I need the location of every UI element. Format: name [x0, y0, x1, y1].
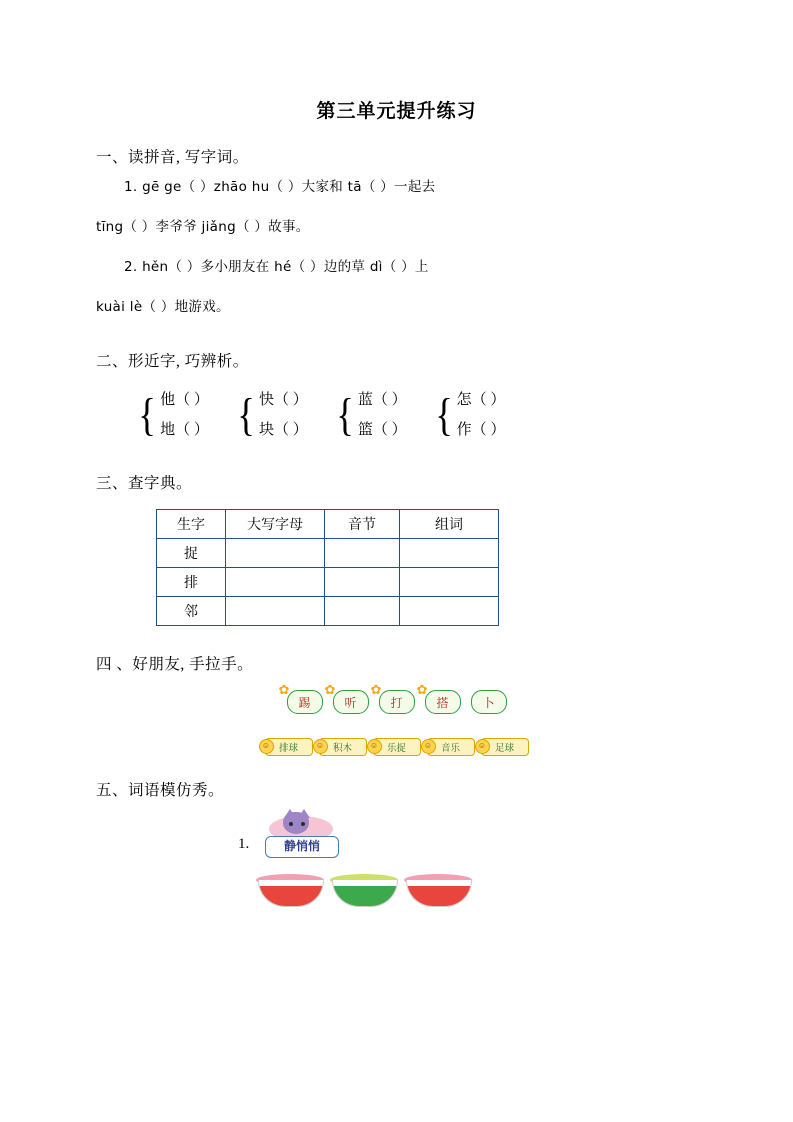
- table-row: [157, 539, 499, 568]
- object-token-label: 积木: [332, 744, 352, 754]
- object-token-label: 排球: [278, 744, 298, 754]
- bowl-body: [406, 880, 472, 907]
- table-cell-word[interactable]: [400, 597, 499, 626]
- table-cell-letter[interactable]: [226, 539, 325, 568]
- object-token[interactable]: [477, 738, 529, 756]
- bowl-fill: [333, 886, 397, 906]
- brace-item-top: 快（ ）: [258, 392, 308, 408]
- object-token[interactable]: [315, 738, 367, 756]
- verb-token-label: 听: [344, 695, 357, 710]
- answer-bowl[interactable]: [330, 872, 398, 908]
- brace-item-top: 他（ ）: [160, 392, 209, 408]
- star-icon: ✿: [324, 682, 336, 697]
- brace-item-bottom: 篮（ ）: [357, 422, 407, 438]
- cat-badge: [261, 816, 345, 860]
- table-header-cell: 音节: [325, 510, 400, 539]
- section-heading-4: 四 、好朋友, 手拉手。: [96, 656, 254, 673]
- smiley-icon: ☺: [421, 739, 436, 754]
- table-cell-letter[interactable]: [226, 568, 325, 597]
- brace-group-1: [136, 385, 209, 445]
- bowl-fill: [259, 886, 323, 906]
- brace-item-top: 蓝（ ）: [357, 392, 407, 408]
- cat-eye-left-icon: [289, 822, 293, 826]
- verb-token-label: 卜: [482, 695, 495, 710]
- smiley-icon: ☺: [367, 739, 382, 754]
- table-cell-character: 邻: [157, 597, 226, 626]
- question-1-line-3: 2. hěn（ ）多小朋友在 hé（ ）边的草 dì（ ）上: [124, 259, 429, 275]
- star-icon: ✿: [416, 682, 428, 697]
- answer-bowls: [256, 872, 472, 908]
- brace-icon: {: [138, 389, 156, 440]
- bowl-fill: [407, 886, 471, 906]
- table-cell-syllable[interactable]: [325, 568, 400, 597]
- section-heading-5: 五、词语模仿秀。: [96, 782, 225, 799]
- object-token-label: 足球: [494, 744, 514, 754]
- object-token-label: 音乐: [440, 744, 460, 754]
- smiley-icon: ☺: [475, 739, 490, 754]
- table-cell-word[interactable]: [400, 539, 499, 568]
- question-1-line-4: kuài lè（ ）地游戏。: [96, 299, 230, 315]
- smiley-icon: ☺: [313, 739, 328, 754]
- brace-item-bottom: 地（ ）: [160, 422, 209, 438]
- near-character-groups: [96, 385, 697, 445]
- table-cell-syllable[interactable]: [325, 539, 400, 568]
- table-cell-letter[interactable]: [226, 597, 325, 626]
- brace-item-bottom: 块（ ）: [258, 422, 308, 438]
- verb-token-label: 踢: [298, 695, 311, 710]
- object-token[interactable]: [261, 738, 313, 756]
- section-heading-2: 二、形近字, 巧辨析。: [96, 353, 249, 370]
- object-token-row: [96, 738, 697, 756]
- verb-token[interactable]: [370, 682, 415, 714]
- brace-icon: {: [237, 389, 255, 440]
- answer-bowl[interactable]: [256, 872, 324, 908]
- bowl-body: [332, 880, 398, 907]
- table-header-cell: 大写字母: [226, 510, 325, 539]
- smiley-icon: ☺: [259, 739, 274, 754]
- table-header-cell: 组词: [400, 510, 499, 539]
- example-word-label: 静悄悄: [265, 836, 339, 858]
- table-cell-character: 捉: [157, 539, 226, 568]
- table-cell-word[interactable]: [400, 568, 499, 597]
- verb-token[interactable]: [278, 682, 323, 714]
- dictionary-table: [156, 509, 499, 626]
- star-icon: ✿: [370, 682, 382, 697]
- brace-icon: {: [335, 389, 354, 440]
- star-icon: ✿: [278, 682, 290, 697]
- table-row: [157, 597, 499, 626]
- item-number: 1.: [238, 836, 250, 852]
- cat-eye-right-icon: [301, 822, 305, 826]
- verb-token-label: 打: [390, 695, 403, 710]
- section-heading-1: 一、读拼音, 写字词。: [96, 149, 249, 166]
- question-1-line-2: tīng（ ）李爷爷 jiǎng（ ）故事。: [96, 219, 310, 235]
- brace-item-top: 怎（ ）: [456, 392, 506, 408]
- brace-icon: {: [434, 389, 453, 440]
- table-cell-syllable[interactable]: [325, 597, 400, 626]
- verb-token[interactable]: [324, 682, 369, 714]
- verb-token-row: [96, 682, 697, 714]
- answer-bowl[interactable]: [404, 872, 472, 908]
- table-cell-character: 排: [157, 568, 226, 597]
- word-imitation-area: [96, 810, 697, 940]
- page-title: 第三单元提升练习: [316, 101, 477, 122]
- verb-token[interactable]: [416, 682, 461, 714]
- cat-head-icon: [283, 812, 309, 834]
- object-token[interactable]: [369, 738, 421, 756]
- brace-group-4: [433, 385, 506, 445]
- table-row: [157, 568, 499, 597]
- question-1-line-1: 1. gē ge（ ）zhāo hu（ ）大家和 tā（ ）一起去: [124, 179, 436, 195]
- verb-token-label: 搭: [436, 695, 449, 710]
- section-heading-3: 三、查字典。: [96, 475, 193, 492]
- brace-group-3: [334, 385, 407, 445]
- verb-token[interactable]: [471, 690, 507, 714]
- object-token-label: 乐捉: [386, 744, 406, 754]
- object-token[interactable]: [423, 738, 475, 756]
- dictionary-table-wrap: [96, 509, 697, 626]
- brace-group-2: [235, 385, 308, 445]
- table-header-cell: 生字: [157, 510, 226, 539]
- table-header-row: [157, 510, 499, 539]
- brace-item-bottom: 作（ ）: [456, 422, 506, 438]
- bowl-body: [258, 880, 324, 907]
